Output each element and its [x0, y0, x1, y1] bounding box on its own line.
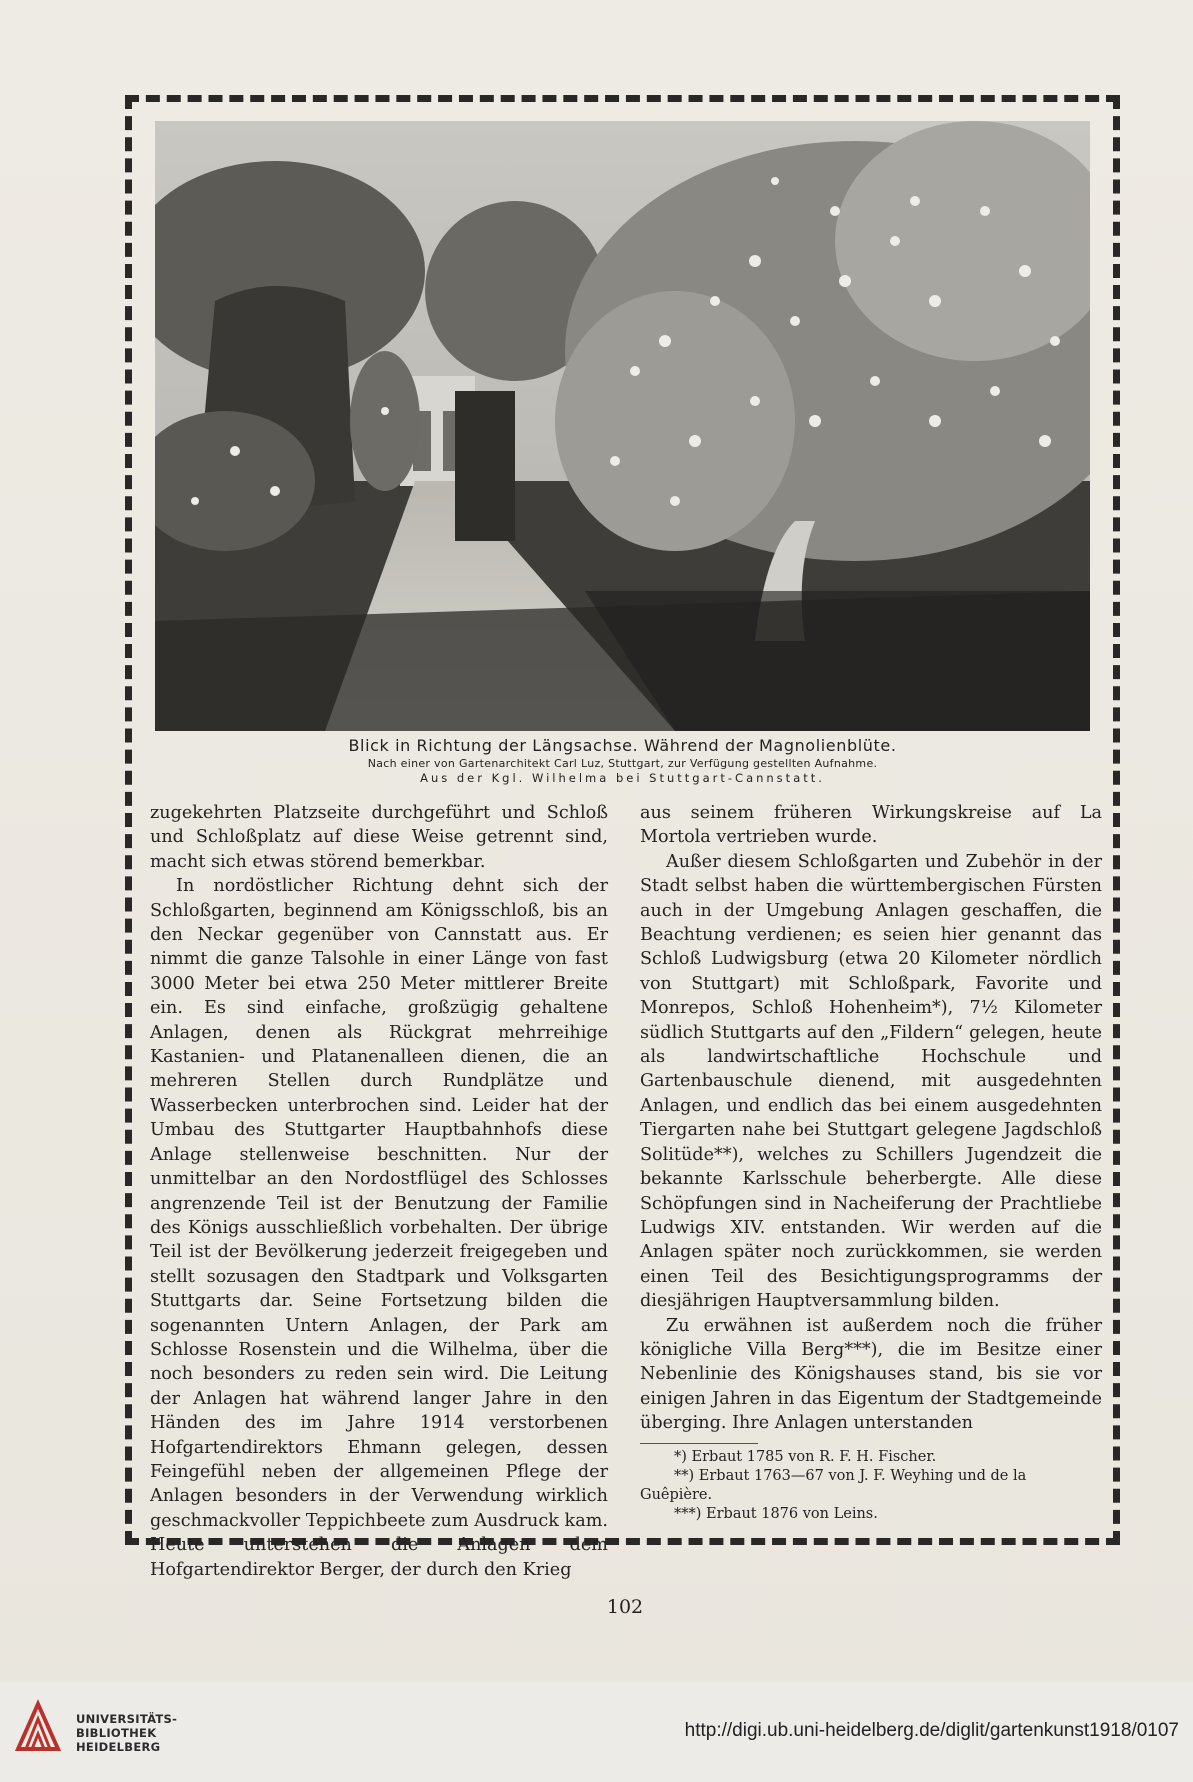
right-paragraph-1: aus seinem früheren Wirkungskreise auf La Mortola vertrieben wurde. [640, 803, 1102, 848]
left-paragraph-2: In nordöstlicher Richtung dehnt sich der Schloßgarten, beginnend am Königsschloß, bis an den Neckar gegenüber von Cannstatt aus. Er nimmt die ganze Talsohle in einer Länge von fast 3000 Meter bei etwa 250 Meter mittlerer Breite ein. Es sind einfache, großzügig gehaltene Anlagen, denen als Rückgrat mehrreihige Kastanien- und Platanenalleen dienen, die an mehreren Stellen durch Rundplätze und Wasserbecken unterbrochen sind. Leider hat der Umbau des Stuttgarter Hauptbahnhofs diese Anlage stellenweise beschnitten. Nur der unmittelbar an den Nordostflügel des Schlosses angrenzende Teil ist der Benutzung der Familie des Königs ausschließlich vorbehalten. Der übrige Teil ist der Bevölkerung jederzeit freigegeben und stellt sozusagen den Stadtpark und Volksgarten Stuttgarts dar. Seine Fortsetzung bilden die sogenannten Untern Anlagen, der Park am Schlosse Rosenstein und die Wilhelma, über die noch besonders zu reden sein wird. Die Leitung der Anlagen hat während langer Jahre in den Händen des im Jahre 1914 verstorbenen Hofgartendirektors Ehmann gelegen, dessen Feingefühl neben der allgemeinen Pflege der Anlagen besonders in der Verwendung wirklich geschmackvoller Teppichbeete zum Ausdruck kam. Heute unterstehen die Anlagen dem Hofgartendirektor Berger, der durch den Krieg [150, 876, 608, 1580]
footnote-rule [640, 1443, 758, 1444]
right-paragraph-3: Zu erwähnen ist außerdem noch die früher königliche Villa Berg***), die im Besitze einer Nebenlinie des Königshauses stand, bis sie vor einigen Jahren in das Eigentum der Stadtgemeinde überging. Ihre Anlagen unterstanden [640, 1315, 1102, 1434]
photo-caption [155, 736, 1090, 786]
footnote-1: *) Erbaut 1785 von R. F. H. Fischer. [674, 1449, 937, 1465]
library-name: UNIVERSITÄTS- BIBLIOTHEK HEIDELBERG [76, 1712, 178, 1754]
left-column [150, 801, 608, 1582]
caption-location: Aus der Kgl. Wilhelma bei Stuttgart-Cannstatt. [420, 771, 825, 785]
footnote-2: **) Erbaut 1763—67 von J. F. Weyhing und de la Guêpière. [640, 1468, 1027, 1503]
right-column [640, 801, 1102, 1436]
garden-photo [155, 121, 1090, 731]
page-number: 102 [606, 1596, 644, 1618]
right-paragraph-2: Außer diesem Schloßgarten und Zubehör in der Stadt selbst haben die württembergischen Fürsten auch in der Umgebung Anlagen geschaffen, die Beachtung verdienen; es seien hier genannt das Schloß Ludwigsburg (etwa 20 Kilometer nördlich von Stuttgart) mit Schloßpark, Favorite und Monrepos, Schloß Hohenheim*), 7½ Kilometer südlich Stuttgarts auf den „Fildern“ gelegen, heute als landwirtschaftliche Hochschule und Gartenbauschule dienend, mit ausgedehnten Anlagen, und endlich das bei einem ausgedehnten Tiergarten nahe bei Stuttgart gelegene Jagdschloß Solitüde**), welches zu Schillers Jugendzeit die bekannte Karlsschule beherbergte. Alle diese Schöpfungen sind in Nacheiferung der Prachtliebe Ludwigs XIV. entstanden. Wir werden auf die Anlagen später noch zurückkommen, sie werden einen Teil des Besichtigungsprogramms der diesjährigen Hauptversammlung bilden. [640, 851, 1102, 1312]
library-footer [0, 1682, 1193, 1782]
left-paragraph-1: zugekehrten Platzseite durchgeführt und Schloß und Schloßplatz auf diese Weise getrennt sind, macht sich etwas störend bemerkbar. [150, 803, 608, 872]
caption-credit: Nach einer von Gartenarchitekt Carl Luz, Stuttgart, zur Verfügung gestellten Aufnahme. [367, 757, 878, 770]
source-url[interactable]: http://digi.ub.uni-heidelberg.de/diglit/gartenkunst1918/0107 [684, 1720, 1179, 1741]
library-logo-icon [8, 1694, 68, 1764]
footnotes [640, 1443, 1102, 1524]
caption-title: Blick in Richtung der Längsachse. Während der Magnolienblüte. [348, 736, 897, 755]
footnote-3: ***) Erbaut 1876 von Leins. [674, 1506, 878, 1522]
